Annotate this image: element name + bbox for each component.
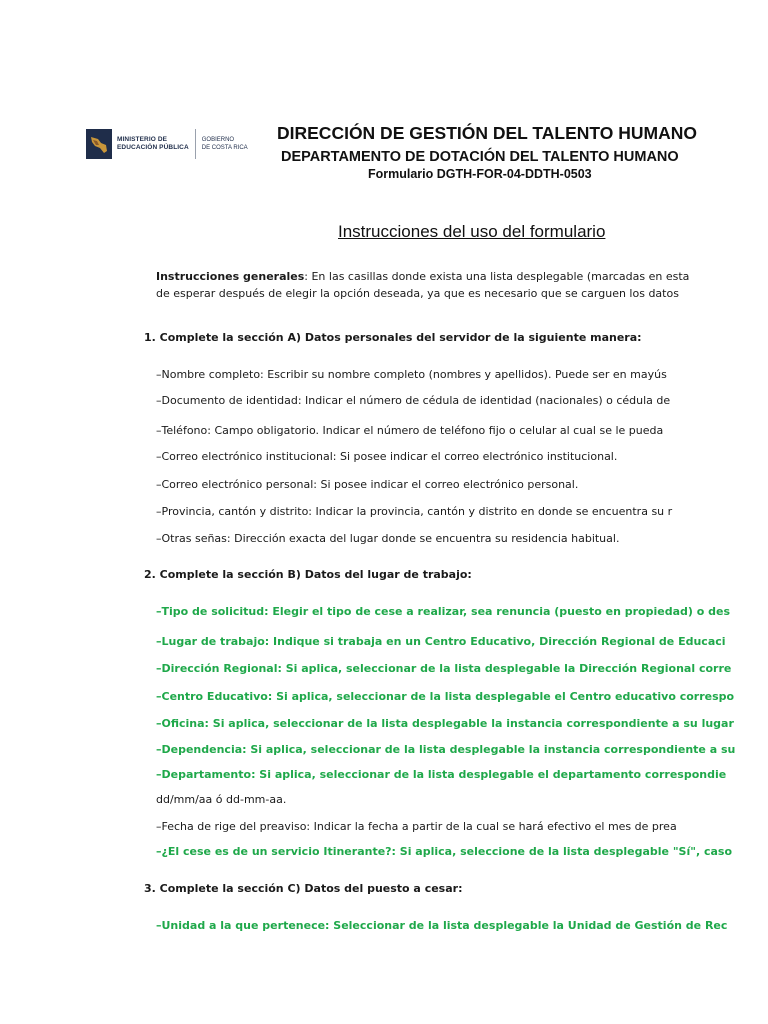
logo-divider xyxy=(195,129,196,159)
ministry-name-line1: MINISTERIO DE xyxy=(117,136,168,143)
form-code: Formulario DGTH-FOR-04-DDTH-0503 xyxy=(368,167,592,181)
general-instructions-text: : En las casillas donde exista una lista desplegable (marcadas en esta xyxy=(304,270,690,283)
section2-item: –Dirección Regional: Si aplica, seleccionar de la lista desplegable la Dirección Regional corre xyxy=(156,662,732,675)
section1-item: –Correo electrónico personal: Si posee indicar el correo electrónico personal. xyxy=(156,478,579,491)
section2-item: –Lugar de trabajo: Indique si trabaja en un Centro Educativo, Dirección Regional de Educaci xyxy=(156,635,726,648)
section3-heading: 3. Complete la sección C) Datos del puesto a cesar: xyxy=(144,882,463,895)
costa-rica-map-icon xyxy=(86,129,112,159)
government-name-line1: GOBIERNO xyxy=(201,137,235,143)
section1-heading: 1. Complete la sección A) Datos personales del servidor de la siguiente manera: xyxy=(144,331,642,344)
general-instructions-label: Instrucciones generales xyxy=(156,270,305,283)
section2-item: –Dependencia: Si aplica, seleccionar de la lista desplegable la instancia correspondiente a su xyxy=(156,743,736,756)
ministry-name-line2: EDUCACIÓN PÚBLICA xyxy=(117,144,189,151)
general-instructions-line2: de esperar después de elegir la opción deseada, ya que es necesario que se carguen los datos xyxy=(156,287,679,300)
mep-logo xyxy=(86,129,248,159)
section1-item: –Teléfono: Campo obligatorio. Indicar el número de teléfono fijo o celular al cual se le pueda xyxy=(156,424,664,437)
section3-item: –Unidad a la que pertenece: Seleccionar de la lista desplegable la Unidad de Gestión de Rec xyxy=(156,919,728,932)
ministry-name xyxy=(117,136,189,152)
department-title: DEPARTAMENTO DE DOTACIÓN DEL TALENTO HUMANO xyxy=(281,149,679,165)
section1-item: –Documento de identidad: Indicar el número de cédula de identidad (nacionales) o cédula de xyxy=(156,394,671,407)
directorate-title: DIRECCIÓN DE GESTIÓN DEL TALENTO HUMANO xyxy=(277,123,698,143)
section1-item: –Otras señas: Dirección exacta del lugar donde se encuentra su residencia habitual. xyxy=(156,532,620,545)
section1-item: –Correo electrónico institucional: Si posee indicar el correo electrónico institucional. xyxy=(156,450,618,463)
government-name-line2: DE COSTA RICA xyxy=(201,145,248,151)
notice-date-item: –Fecha de rige del preaviso: Indicar la fecha a partir de la cual se hará efectivo el mes de prea xyxy=(156,820,677,833)
section2-item: –Departamento: Si aplica, seleccionar de la lista desplegable el departamento correspondie xyxy=(156,768,727,781)
itinerant-item: –¿El cese es de un servicio Itinerante?: Si aplica, seleccione de la lista desplegable "Sí", caso xyxy=(156,845,733,858)
section2-heading: 2. Complete la sección B) Datos del lugar de trabajo: xyxy=(144,568,472,581)
government-name xyxy=(202,136,248,152)
section2-item: –Centro Educativo: Si aplica, seleccionar de la lista desplegable el Centro educativo correspo xyxy=(156,690,735,703)
section2-item: –Tipo de solicitud: Elegir el tipo de cese a realizar, sea renuncia (puesto en propiedad) o des xyxy=(156,605,730,618)
general-instructions-line1 xyxy=(156,270,689,283)
section1-item: –Provincia, cantón y distrito: Indicar la provincia, cantón y distrito en donde se encuentra su r xyxy=(156,505,673,518)
date-format-text: dd/mm/aa ó dd-mm-aa. xyxy=(156,793,287,806)
section2-item: –Oficina: Si aplica, seleccionar de la lista desplegable la instancia correspondiente a su lugar xyxy=(156,717,734,730)
section1-item: –Nombre completo: Escribir su nombre completo (nombres y apellidos). Puede ser en mayús xyxy=(156,368,667,381)
document-title: Instrucciones del uso del formulario xyxy=(338,222,606,241)
